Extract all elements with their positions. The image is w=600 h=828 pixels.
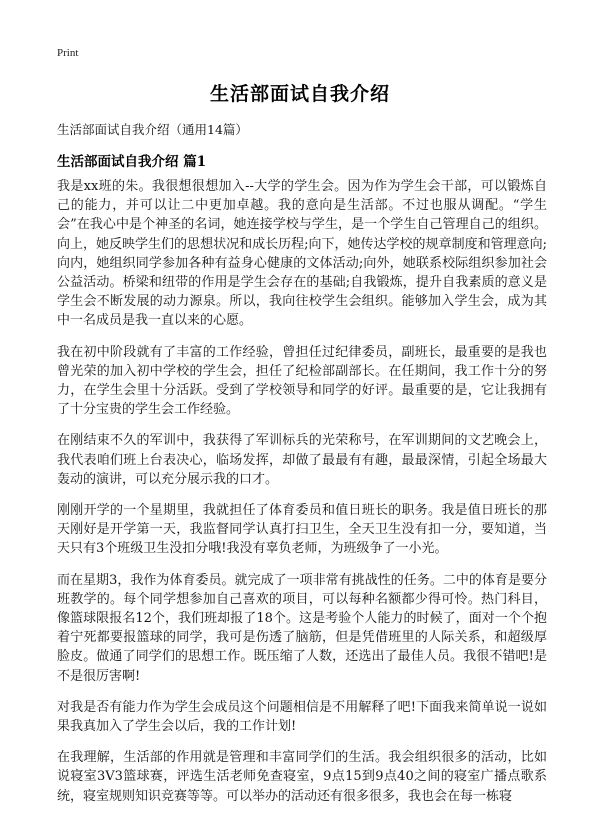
paragraph-4: 刚刚开学的一个星期里，我就担任了体育委员和值日班长的职务。我是值日班长的那天刚好是开学第一天，我监督同学认真打扫卫生，全天卫生没有扣一分，要知道，当天只有3个班级卫生没扣分哦!我没有辜负老师，为班级争了一小光。 <box>57 503 547 557</box>
document-subtitle: 生活部面试自我介绍（通用14篇） <box>57 122 248 137</box>
paragraph-3: 在刚结束不久的军训中，我获得了军训标兵的光荣称号，在军训期间的文艺晚会上，我代表咱们班上台表决心，临场发挥，却做了最最有有趣，最最深情，引起全场最大轰动的演讲，可以充分展示我的口才。 <box>57 433 547 487</box>
paragraph-7: 在我理解，生活部的作用就是管理和丰富同学们的生活。我会组织很多的活动，比如说寝室3V3篮球赛，评选生活老师免查寝室，9点15到9点40之间的寝室广播点歌系统，寝室规则知识竞赛等等。可以举办的活动还有很多很多，我也会在每一栋寝 <box>57 750 547 804</box>
page-title: 生活部面试自我介绍 <box>209 83 390 105</box>
paragraph-1: 我是xx班的朱。我很想很想加入--大学的学生会。因为作为学生会干部，可以锻炼自己的能力，并可以让二中更加卓越。我的意向是生活部。不过也服从调配。“学生会”在我心中是个神圣的名词，她连接学校与学生，是一个学生自己管理自己的组织。向上，她反映学生们的思想状况和成长历程;向下，她传达学校的规章制度和管理意向;向内，她组织同学参加各种有益身心健康的文体活动;向外，她联系校际组织参加社会公益活动。桥梁和纽带的作用是学生会存在的基础;自我锻炼，提升自我素质的意义是学生会不断发展的动力源泉。所以，我向往校学生会组织。能够加入学生会，成为其中一名成员是我一直以来的心愿。 <box>57 179 547 329</box>
paragraph-6: 对我是否有能力作为学生会成员这个问题相信是不用解释了吧!下面我来简单说一说如果我真加入了学生会以后，我的工作计划! <box>57 699 547 735</box>
print-label: Print <box>57 47 79 59</box>
section-heading: 生活部面试自我介绍 篇1 <box>57 154 207 170</box>
paragraph-2: 我在初中阶段就有了丰富的工作经验，曾担任过纪律委员，副班长，最重要的是我也曾光荣的加入初中学校的学生会，担任了纪检部副部长。在任期间，我工作十分的努力，在学生会里十分活跃。受到了学校领导和同学的好评。最重要的是，它让我拥有了十分宝贵的学生会工作经验。 <box>57 344 547 418</box>
paragraph-5: 而在星期3，我作为体育委员。就完成了一项非常有挑战性的任务。二中的体育是要分班教学的。每个同学想参加自己喜欢的项目，可以每种名额都少得可怜。热门科目，像篮球限报名12个，我们班却报了18个。这是考验个人能力的时候了，面对一个个抱着宁死都要报篮球的同学，我可是伤透了脑筋，但是凭借班里的人际关系，和超级厚脸皮。做通了同学们的思想工作。既压缩了人数，还选出了最佳人员。我很不错吧!是不是很厉害啊! <box>57 572 547 684</box>
body-text <box>57 177 547 818</box>
